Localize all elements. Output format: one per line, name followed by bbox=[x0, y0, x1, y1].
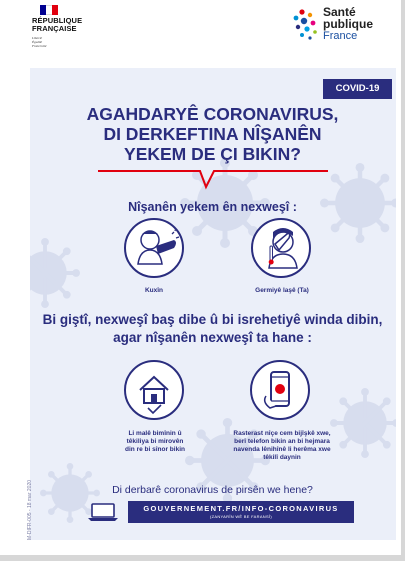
sante-publique-france-logo bbox=[323, 6, 373, 42]
title-line-2: DI DERKEFTINA NÎŞANÊN bbox=[103, 124, 322, 144]
francaise-line: FRANÇAISE bbox=[32, 24, 77, 33]
action-label-phone bbox=[232, 430, 332, 462]
question2-line-2: agar nîşanên nexweşî ta hane : bbox=[113, 330, 312, 345]
title-line-1: AGAHDARYÊ CORONAVIRUS, bbox=[86, 104, 339, 124]
laptop-icon bbox=[88, 503, 118, 521]
fever-icon bbox=[251, 218, 311, 278]
document-reference-code: M-DIFR-005 - 18 mar 2020 bbox=[27, 479, 33, 540]
symptoms-heading: Nîşanên yekem ên nexweşî : bbox=[128, 200, 297, 214]
action-phone-line: berî telefon bikin an bi hejmara bbox=[234, 438, 330, 445]
french-flag-logo bbox=[40, 5, 58, 15]
motto-egalite: Égalité bbox=[32, 40, 43, 44]
motto-liberte: Liberté bbox=[32, 36, 43, 40]
republic-motto bbox=[32, 36, 46, 48]
action-home-line: Li malê bimînin û bbox=[128, 430, 182, 437]
virus-decoration-icon bbox=[30, 238, 80, 308]
cough-icon bbox=[124, 218, 184, 278]
speech-bubble-underline bbox=[98, 165, 328, 191]
virus-decoration-icon bbox=[330, 388, 396, 458]
action-home-line: têkiliya bi mirovên bbox=[126, 438, 184, 445]
action-home-line: din re bi sînor bikin bbox=[125, 446, 185, 453]
republique-line: RÉPUBLIQUE bbox=[32, 16, 83, 25]
sante-publique-france-icon bbox=[288, 6, 324, 46]
action-phone-line: têkilî daynin bbox=[263, 454, 301, 461]
symptom-label-cough: Kuxîn bbox=[144, 287, 164, 294]
spf-publique: publique bbox=[323, 17, 373, 31]
house-icon bbox=[124, 360, 184, 420]
title-line-3: YEKEM DE ÇI BIKIN? bbox=[124, 144, 301, 164]
footer-question: Di derbarê coronavirus de pirsên we hene? bbox=[112, 484, 313, 496]
info-coronavirus-link[interactable] bbox=[128, 501, 354, 523]
phone-icon bbox=[250, 360, 310, 420]
republique-francaise-logo bbox=[32, 17, 82, 33]
symptom-label-fever: Germiyê laşê (Ta) bbox=[255, 287, 309, 294]
motto-fraternite: Fraternité bbox=[32, 44, 47, 48]
action-phone-line: navenda lênihînê li herêma xwe bbox=[233, 446, 331, 453]
spf-france: France bbox=[323, 30, 358, 42]
action-phone-line: Rasterast nîçe cem bijîşkê xwe, bbox=[233, 430, 331, 437]
url-text: GOUVERNEMENT.FR/INFO-CORONAVIRUS bbox=[143, 504, 339, 513]
page-edge bbox=[0, 555, 405, 561]
question2-line-1: Bi giştî, nexweşî baş dibe û bi isrehetiyê winda dibin, bbox=[42, 312, 383, 327]
action-label-home bbox=[110, 430, 200, 454]
covid-19-tag: COVID-19 bbox=[323, 79, 392, 99]
page-edge bbox=[401, 0, 405, 561]
url-subtext: (ZANYARÎN WÊ BE FARANSÎ) bbox=[209, 514, 273, 519]
spf-sante: Santé bbox=[323, 5, 356, 19]
